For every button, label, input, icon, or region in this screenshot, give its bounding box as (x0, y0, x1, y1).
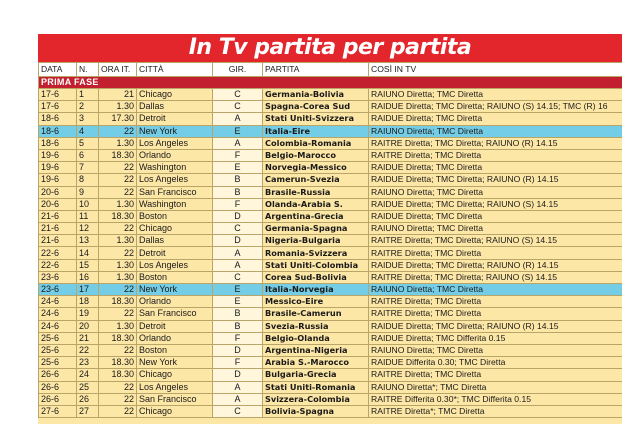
cell-ora: 18.30 (99, 149, 137, 161)
table-row (39, 223, 623, 235)
cell-partita: Italia-Eire (263, 125, 369, 137)
cell-cosi-in-tv: RAITRE Diretta; TMC Diretta; RAIUNO (S) 14.15 (369, 235, 623, 247)
cell-number: 2 (77, 101, 99, 113)
table-row (39, 101, 623, 113)
cell-girone: F (213, 149, 263, 161)
cell-date: 25-6 (39, 357, 77, 369)
cell-girone: E (213, 284, 263, 296)
cell-partita: Argentina-Grecia (263, 210, 369, 222)
cell-citta: Orlando (137, 296, 213, 308)
cell-partita: Spagna-Corea Sud (263, 101, 369, 113)
cell-cosi-in-tv: RAITRE Diretta*; TMC Diretta (369, 405, 623, 417)
cell-girone: C (213, 223, 263, 235)
cell-girone: C (213, 101, 263, 113)
cell-date: 17-6 (39, 89, 77, 101)
cell-cosi-in-tv: RAIUNO Diretta; TMC Diretta (369, 344, 623, 356)
cell-partita: Camerun-Svezia (263, 174, 369, 186)
cell-number: 24 (77, 369, 99, 381)
cell-date: 22-6 (39, 259, 77, 271)
cell-citta: Detroit (137, 320, 213, 332)
cell-cosi-in-tv: RAIUNO Diretta; TMC Diretta (369, 223, 623, 235)
cell-ora: 1.30 (99, 137, 137, 149)
cell-cosi-in-tv: RAITRE Diretta; TMC Diretta; RAIUNO (R) 14.15 (369, 137, 623, 149)
schedule-table-frame (38, 62, 622, 424)
cell-girone: C (213, 89, 263, 101)
cell-cosi-in-tv: RAIDUE Diretta; TMC Diretta; RAIUNO (R) 14.15 (369, 174, 623, 186)
cell-girone: F (213, 357, 263, 369)
cell-date: 20-6 (39, 198, 77, 210)
header-partita: PARTITA (263, 63, 369, 77)
cell-date: 19-6 (39, 149, 77, 161)
cell-ora: 1.30 (99, 271, 137, 283)
cell-citta: Los Angeles (137, 137, 213, 149)
cell-number: 14 (77, 247, 99, 259)
cell-girone: B (213, 320, 263, 332)
cell-partita: Belgio-Marocco (263, 149, 369, 161)
cell-number: 5 (77, 137, 99, 149)
cell-number: 8 (77, 174, 99, 186)
cell-cosi-in-tv: RAITRE Diretta; TMC Diretta; RAIUNO (S) 14.15 (369, 271, 623, 283)
cell-ora: 18.30 (99, 357, 137, 369)
cell-number: 16 (77, 271, 99, 283)
table-row (39, 284, 623, 296)
cell-cosi-in-tv: RAITRE Differita 0.30*; TMC Differita 0.15 (369, 393, 623, 405)
cell-girone: B (213, 308, 263, 320)
table-row (39, 247, 623, 259)
cell-ora: 1.30 (99, 235, 137, 247)
cell-partita: Stati Uniti-Svizzera (263, 113, 369, 125)
cell-number: 26 (77, 393, 99, 405)
cell-number: 27 (77, 405, 99, 417)
cell-partita: Norvegia-Messico (263, 162, 369, 174)
header-cosi-in-tv: COSÌ IN TV (369, 63, 623, 77)
cell-number: 17 (77, 284, 99, 296)
cell-number: 20 (77, 320, 99, 332)
cell-citta: Chicago (137, 89, 213, 101)
cell-citta: New York (137, 357, 213, 369)
cell-partita: Messico-Eire (263, 296, 369, 308)
cell-number: 7 (77, 162, 99, 174)
table-row (39, 198, 623, 210)
cell-date: 27-6 (39, 405, 77, 417)
cell-girone: E (213, 162, 263, 174)
cell-ora: 22 (99, 405, 137, 417)
cell-date: 23-6 (39, 284, 77, 296)
cell-citta: San Francisco (137, 308, 213, 320)
cell-girone: C (213, 271, 263, 283)
cell-girone: A (213, 137, 263, 149)
cell-date: 26-6 (39, 393, 77, 405)
cell-number: 15 (77, 259, 99, 271)
table-row (39, 271, 623, 283)
cell-citta: Los Angeles (137, 381, 213, 393)
cell-citta: New York (137, 125, 213, 137)
cell-girone: A (213, 381, 263, 393)
cell-ora: 17.30 (99, 113, 137, 125)
cell-ora: 1.30 (99, 198, 137, 210)
cell-partita: Belgio-Olanda (263, 332, 369, 344)
table-row (39, 210, 623, 222)
table-row (39, 369, 623, 381)
table-row (39, 259, 623, 271)
cell-girone: C (213, 405, 263, 417)
cell-girone: D (213, 344, 263, 356)
cell-citta: Chicago (137, 223, 213, 235)
cell-date: 26-6 (39, 369, 77, 381)
cell-ora: 22 (99, 186, 137, 198)
cell-cosi-in-tv: RAITRE Diretta; TMC Diretta (369, 149, 623, 161)
cell-cosi-in-tv: RAITRE Diretta; TMC Diretta (369, 247, 623, 259)
cell-date: 21-6 (39, 210, 77, 222)
cell-date: 23-6 (39, 271, 77, 283)
header-citta: CITTÀ (137, 63, 213, 77)
cell-partita: Bolivia-Spagna (263, 405, 369, 417)
cell-date: 18-6 (39, 113, 77, 125)
cell-ora: 22 (99, 125, 137, 137)
table-row (39, 296, 623, 308)
cell-date: 24-6 (39, 308, 77, 320)
header-data: DATA (39, 63, 77, 77)
cell-cosi-in-tv: RAIDUE Differita 0.30; TMC Diretta (369, 357, 623, 369)
table-row (39, 125, 623, 137)
cell-partita: Svizzera-Colombia (263, 393, 369, 405)
cell-date: 25-6 (39, 344, 77, 356)
cell-citta: Los Angeles (137, 259, 213, 271)
cell-cosi-in-tv: RAIUNO Diretta; TMC Diretta (369, 284, 623, 296)
cell-girone: E (213, 125, 263, 137)
cell-number: 3 (77, 113, 99, 125)
cell-girone: B (213, 174, 263, 186)
table-row (39, 308, 623, 320)
cell-cosi-in-tv: RAITRE Diretta; TMC Diretta (369, 369, 623, 381)
cell-number: 23 (77, 357, 99, 369)
cell-citta: Detroit (137, 247, 213, 259)
cell-date: 22-6 (39, 247, 77, 259)
cell-ora: 22 (99, 174, 137, 186)
cell-date: 19-6 (39, 174, 77, 186)
table-row (39, 344, 623, 356)
table-row (39, 393, 623, 405)
page-title: In Tv partita per partita (38, 34, 622, 62)
cell-partita: Germania-Bolivia (263, 89, 369, 101)
header-gir: GIR. (213, 63, 263, 77)
table-header-row (39, 63, 623, 77)
cell-citta: Chicago (137, 369, 213, 381)
cell-ora: 1.30 (99, 259, 137, 271)
cell-number: 18 (77, 296, 99, 308)
cell-cosi-in-tv: RAIDUE Diretta; TMC Diretta (369, 210, 623, 222)
cell-partita: Corea Sud-Bolivia (263, 271, 369, 283)
cell-girone: A (213, 393, 263, 405)
cell-citta: New York (137, 284, 213, 296)
cell-ora: 1.30 (99, 101, 137, 113)
cell-number: 1 (77, 89, 99, 101)
cell-cosi-in-tv: RAIUNO Diretta; TMC Diretta (369, 89, 623, 101)
cell-ora: 22 (99, 223, 137, 235)
table-row (39, 113, 623, 125)
cell-girone: D (213, 210, 263, 222)
cell-citta: Boston (137, 271, 213, 283)
cell-cosi-in-tv: RAIDUE Diretta; TMC Diretta (369, 113, 623, 125)
table-row (39, 137, 623, 149)
table-row (39, 320, 623, 332)
cell-date: 21-6 (39, 223, 77, 235)
cell-partita: Romania-Svizzera (263, 247, 369, 259)
cell-citta: Dallas (137, 235, 213, 247)
cell-cosi-in-tv: RAIDUE Diretta; TMC Diretta; RAIUNO (S) 14.15; TMC (R) 16 (369, 101, 623, 113)
cell-citta: Boston (137, 210, 213, 222)
cell-partita: Stati Uniti-Romania (263, 381, 369, 393)
cell-date: 18-6 (39, 137, 77, 149)
cell-girone: D (213, 369, 263, 381)
cell-girone: A (213, 247, 263, 259)
cell-cosi-in-tv: RAIUNO Diretta; TMC Diretta (369, 186, 623, 198)
cell-ora: 22 (99, 344, 137, 356)
table-body (39, 77, 623, 418)
cell-partita: Germania-Spagna (263, 223, 369, 235)
table-row (39, 235, 623, 247)
cell-number: 4 (77, 125, 99, 137)
cell-ora: 22 (99, 393, 137, 405)
cell-cosi-in-tv: RAIDUE Diretta; TMC Diretta; RAIUNO (R) 14.15 (369, 320, 623, 332)
cell-number: 13 (77, 235, 99, 247)
cell-number: 11 (77, 210, 99, 222)
cell-citta: San Francisco (137, 186, 213, 198)
cell-partita: Brasile-Camerun (263, 308, 369, 320)
cell-partita: Italia-Norvegia (263, 284, 369, 296)
cell-citta: Orlando (137, 332, 213, 344)
cell-date: 18-6 (39, 125, 77, 137)
cell-number: 25 (77, 381, 99, 393)
cell-girone: F (213, 198, 263, 210)
cell-partita: Svezia-Russia (263, 320, 369, 332)
cell-citta: Washington (137, 162, 213, 174)
cell-citta: Washington (137, 198, 213, 210)
cell-citta: Boston (137, 344, 213, 356)
section-label: PRIMA FASE (39, 77, 623, 89)
cell-date: 20-6 (39, 186, 77, 198)
cell-partita: Argentina-Nigeria (263, 344, 369, 356)
cell-ora: 21 (99, 89, 137, 101)
cell-cosi-in-tv: RAIDUE Diretta; TMC Diretta; RAIUNO (R) 14.15 (369, 259, 623, 271)
cell-number: 6 (77, 149, 99, 161)
cell-number: 22 (77, 344, 99, 356)
cell-girone: E (213, 296, 263, 308)
cell-citta: Chicago (137, 405, 213, 417)
cell-partita: Arabia S.-Marocco (263, 357, 369, 369)
cell-ora: 18.30 (99, 369, 137, 381)
cell-cosi-in-tv: RAITRE Diretta; TMC Diretta (369, 308, 623, 320)
cell-number: 21 (77, 332, 99, 344)
cell-citta: Detroit (137, 113, 213, 125)
cell-number: 12 (77, 223, 99, 235)
table-row (39, 149, 623, 161)
cell-ora: 18.30 (99, 210, 137, 222)
cell-citta: Dallas (137, 101, 213, 113)
table-row (39, 332, 623, 344)
cell-girone: A (213, 259, 263, 271)
cell-date: 25-6 (39, 332, 77, 344)
schedule-table (38, 62, 622, 418)
cell-date: 26-6 (39, 381, 77, 393)
cell-partita: Brasile-Russia (263, 186, 369, 198)
cell-girone: F (213, 332, 263, 344)
table-row (39, 381, 623, 393)
cell-girone: A (213, 113, 263, 125)
cell-partita: Nigeria-Bulgaria (263, 235, 369, 247)
cell-partita: Stati Uniti-Colombia (263, 259, 369, 271)
header-ora: ORA IT. (99, 63, 137, 77)
cell-citta: San Francisco (137, 393, 213, 405)
cell-cosi-in-tv: RAIUNO Diretta; TMC Diretta (369, 125, 623, 137)
table-row (39, 357, 623, 369)
cell-date: 21-6 (39, 235, 77, 247)
cell-citta: Orlando (137, 149, 213, 161)
header-n: N. (77, 63, 99, 77)
cell-date: 17-6 (39, 101, 77, 113)
section-row (39, 77, 623, 89)
cell-ora: 18.30 (99, 296, 137, 308)
cell-ora: 22 (99, 162, 137, 174)
cell-ora: 18.30 (99, 332, 137, 344)
cell-ora: 1.30 (99, 320, 137, 332)
cell-partita: Olanda-Arabia S. (263, 198, 369, 210)
cell-cosi-in-tv: RAIDUE Diretta; TMC Diretta; RAIUNO (S) 14.15 (369, 198, 623, 210)
cell-number: 19 (77, 308, 99, 320)
cell-cosi-in-tv: RAIDUE Diretta; TMC Differita 0.15 (369, 332, 623, 344)
cell-number: 9 (77, 186, 99, 198)
cell-date: 19-6 (39, 162, 77, 174)
cell-girone: B (213, 186, 263, 198)
cell-cosi-in-tv: RAIDUE Diretta; TMC Diretta (369, 162, 623, 174)
table-row (39, 89, 623, 101)
cell-date: 24-6 (39, 320, 77, 332)
cell-ora: 22 (99, 247, 137, 259)
cell-cosi-in-tv: RAIUNO Diretta*; TMC Diretta (369, 381, 623, 393)
cell-partita: Bulgaria-Grecia (263, 369, 369, 381)
cell-ora: 22 (99, 284, 137, 296)
cell-citta: Los Angeles (137, 174, 213, 186)
cell-ora: 22 (99, 308, 137, 320)
cell-partita: Colombia-Romania (263, 137, 369, 149)
cell-number: 10 (77, 198, 99, 210)
cell-girone: D (213, 235, 263, 247)
cell-cosi-in-tv: RAITRE Diretta; TMC Diretta (369, 296, 623, 308)
cell-date: 24-6 (39, 296, 77, 308)
table-row (39, 405, 623, 417)
table-row (39, 174, 623, 186)
table-row (39, 162, 623, 174)
cell-ora: 22 (99, 381, 137, 393)
table-row (39, 186, 623, 198)
